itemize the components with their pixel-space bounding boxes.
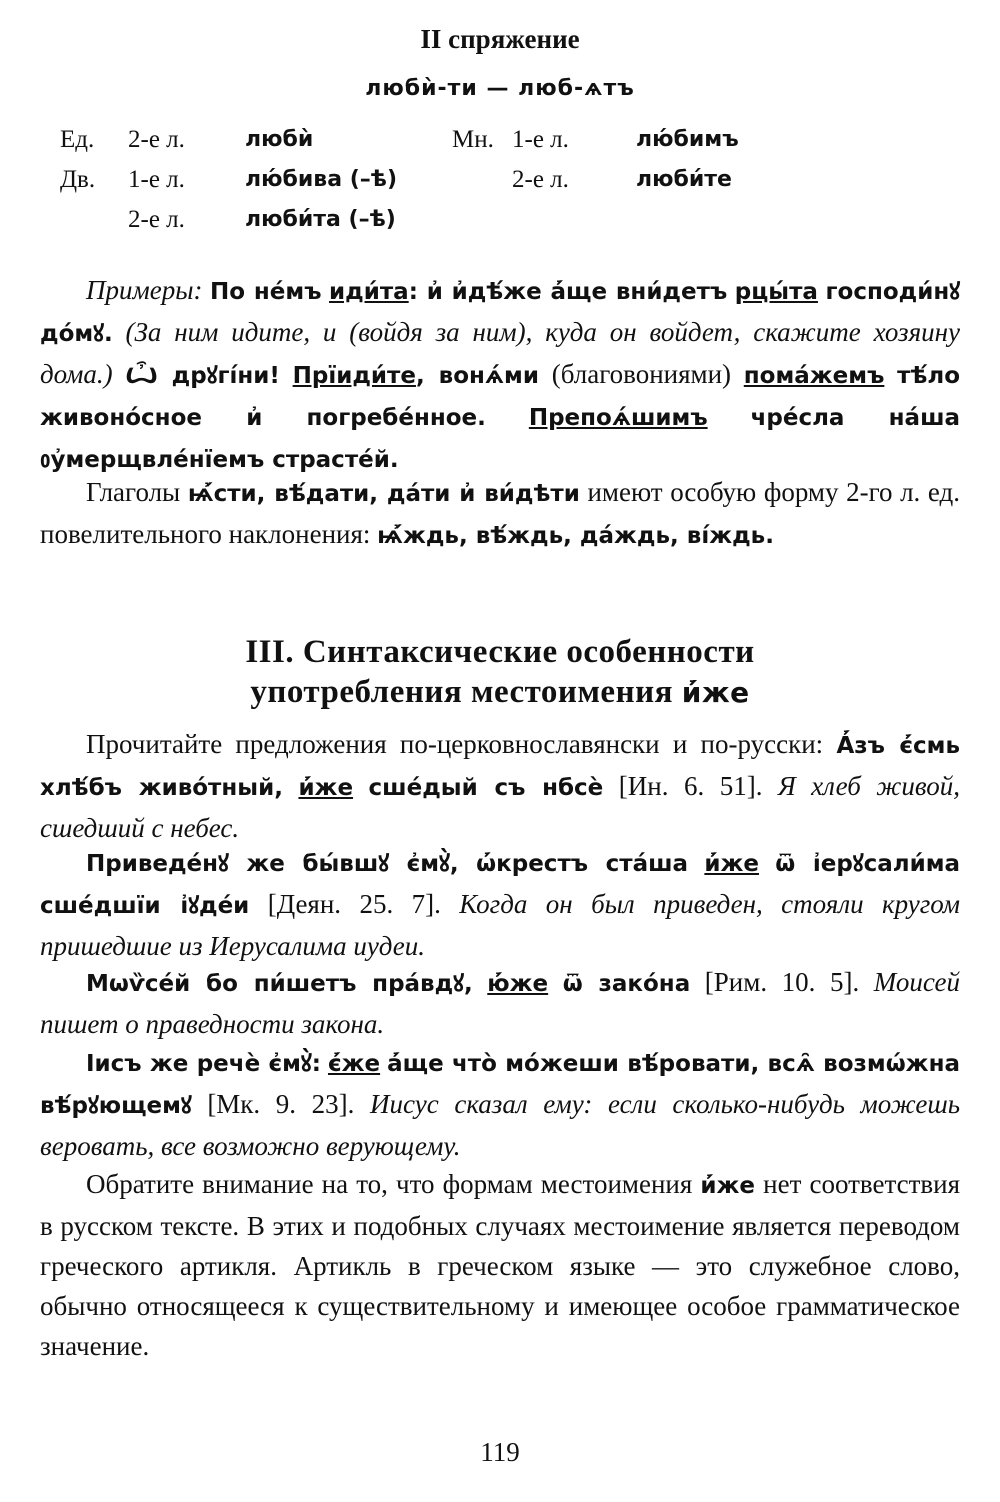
paragraph-4 — [40, 1042, 960, 1166]
cs-text: ѿ зако́на — [562, 971, 691, 997]
cs-text: Мѡѷсе́й бо пи́шетъ пра́вдꙋ, — [86, 971, 473, 997]
conjugation-title: II спряжение — [420, 24, 580, 54]
examples-paragraph — [40, 270, 960, 480]
cs-text: сше́дый съ нбсѐ — [368, 775, 604, 801]
body-text: Прочитайте предложения по-церковнославянски и по-русски: — [86, 729, 824, 759]
cs-text: А҆́зъ є҆́смь хлѣ́бъ живо́тный, — [40, 733, 960, 801]
russian-translation: Я хлеб живой, сшедший с небес. — [40, 771, 961, 843]
cs-text: Ѽ дрꙋгі́ни! — [125, 363, 280, 389]
russian-translation: (За ним идите, и (войдя за ним), куда он войдет, скажите хозяину дома.) — [40, 317, 960, 389]
section-heading-line: III. Синтаксические особенности — [245, 634, 755, 670]
cs-text: Іисъ же речѐ є҆мꙋ̀: — [86, 1051, 321, 1077]
page-number: 119 — [480, 1437, 520, 1467]
scripture-reference: [Мк. 9. 23]. — [207, 1089, 355, 1119]
cs-text: и҆́же — [681, 676, 750, 709]
cs-text-underlined: и҆́же — [704, 851, 759, 877]
cs-text-underlined: рцы́та — [734, 279, 818, 305]
paragraph-5 — [40, 1164, 960, 1366]
cs-text: а҆́ще что̀ мо́жеши вѣ́ровати, всѧ̑ возмѡ́жна вѣ́рꙋющемꙋ — [40, 1051, 960, 1119]
cs-text: ѿ і҆ерꙋсали́ма сше́дшїи і҆ꙋде́и — [40, 851, 961, 919]
russian-translation: Когда он был приведен, стояли кругом пришедшие из Иерусалима иудеи. — [40, 889, 961, 961]
body-text: Глаголы — [86, 477, 181, 507]
number-label: Ед. — [60, 126, 95, 153]
verb-form: лю́бива (–ѣ) — [245, 167, 398, 192]
cs-text-underlined: Препоѧ́шимъ — [528, 405, 708, 431]
cs-text-underlined: Прїиди́те — [292, 363, 416, 389]
section-heading — [0, 632, 1000, 713]
russian-translation: Иисус сказал ему: если сколько-нибудь можешь веровать, все возможно верующему. — [40, 1089, 961, 1161]
russian-gloss: (благовониями) — [551, 359, 732, 389]
number-label: Мн. — [452, 126, 494, 153]
body-text: имеют особую форму 2-го л. ед. повелительного наклонения: — [40, 477, 961, 549]
number-label: Дв. — [60, 166, 96, 193]
cs-text: чре́сла на́ша ᲂу҆мерщвле́нїемъ страсте́й. — [40, 405, 961, 473]
body-text: нет соответствия в русском тексте. В этих и подобных случаях местоимение является переводом греческого артикля. Артикль в греческом языке — это служебное слово, обычно относящееся к существительному и имеющее особое грамматическое значение. — [40, 1169, 961, 1361]
cs-text-underlined: и҆́же — [298, 775, 354, 801]
cs-text: тѣ́ло живоно́сное и҆ погребе́нное. — [40, 363, 961, 431]
cs-text: и҆́же — [700, 1173, 756, 1199]
conjugation-subtitle: любѝ-ти — люб-ѧтъ — [365, 76, 635, 101]
scripture-reference: [Рим. 10. 5]. — [704, 967, 860, 997]
examples-label: Примеры: — [86, 275, 203, 305]
person-label: 2-е л. — [128, 126, 185, 153]
verb-form: любѝ — [245, 127, 314, 152]
cs-text: ѩ҆́сти, вѣ́дати, да́ти и҆ ви́дѣти — [187, 481, 580, 507]
cs-text: господи́нꙋ до́мꙋ. — [40, 279, 961, 347]
cs-text-underlined: ю҆́же — [487, 971, 549, 997]
person-label: 1-е л. — [128, 166, 185, 193]
cs-text-underlined: є҆́же — [327, 1051, 381, 1077]
verbs-paragraph — [40, 472, 960, 556]
cs-text: : и҆ и҆дѣ́же а҆́ще вни́детъ — [408, 279, 728, 305]
section-heading-line: употребления местоимения — [250, 674, 673, 710]
russian-translation: Моисей пишет о праведности закона. — [40, 967, 960, 1039]
paragraph-1 — [40, 724, 960, 848]
cs-text: По не́мъ — [210, 279, 322, 305]
paragraph-2 — [40, 842, 960, 966]
cs-text: Приведе́нꙋ же бы́вшꙋ є҆мꙋ̀, ѡ҆́крестъ ста́ша — [86, 851, 689, 877]
cs-text: ѩ҆́ждь, вѣ́ждь, да́ждь, ві́ждь. — [377, 523, 774, 549]
person-label: 2-е л. — [512, 166, 569, 193]
person-label: 2-е л. — [128, 206, 185, 233]
cs-text: , вонѧ́ми — [415, 363, 539, 389]
verb-form: люби́та (–ѣ) — [245, 207, 396, 232]
verb-form: лю́бимъ — [636, 127, 739, 152]
cs-text-underlined: пома́жемъ — [743, 363, 885, 389]
person-label: 1-е л. — [512, 126, 569, 153]
scripture-reference: [Ин. 6. 51]. — [618, 771, 763, 801]
body-text: Обратите внимание на то, что формам местоимения — [86, 1169, 693, 1199]
cs-text-underlined: иди́та — [329, 279, 409, 305]
scripture-reference: [Деян. 25. 7]. — [267, 889, 441, 919]
paragraph-3 — [40, 962, 960, 1044]
verb-form: люби́те — [636, 167, 732, 192]
